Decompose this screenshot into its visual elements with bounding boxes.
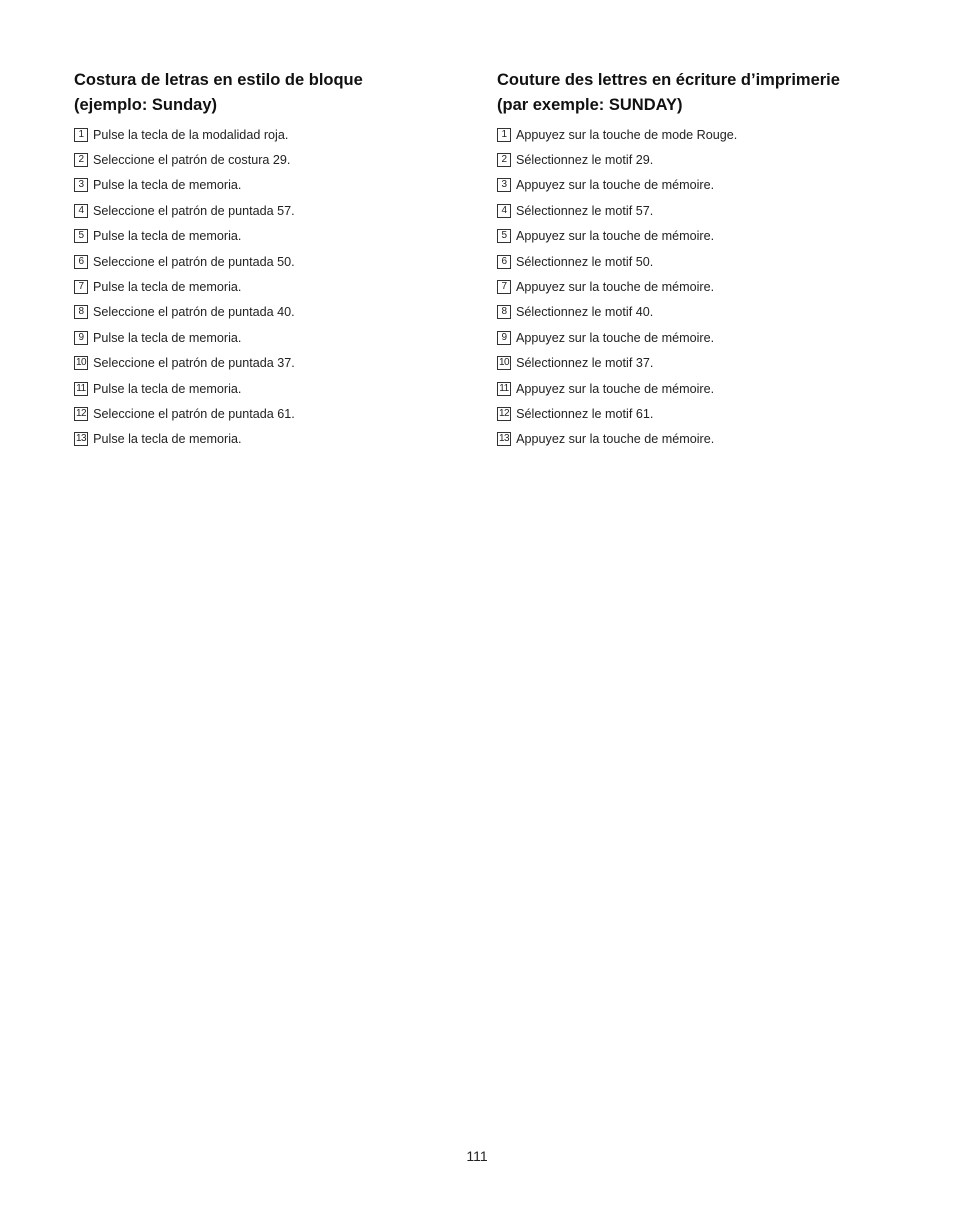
spanish-step-4 [74, 198, 474, 223]
french-step-4 [497, 198, 897, 223]
step-number-box: 7 [74, 280, 88, 294]
french-heading-line-2: (par exemple: SUNDAY) [497, 96, 683, 114]
step-text: Pulse la tecla de memoria. [93, 381, 242, 396]
spanish-step-10 [74, 351, 474, 376]
step-text: Sélectionnez le motif 50. [516, 254, 654, 269]
step-number-box: 1 [74, 128, 88, 142]
step-number-box: 7 [497, 280, 511, 294]
french-step-10 [497, 351, 897, 376]
spanish-heading [74, 68, 474, 118]
spanish-heading-line-2: (ejemplo: Sunday) [74, 96, 218, 114]
step-number-box: 6 [497, 255, 511, 269]
step-text: Pulse la tecla de memoria. [93, 432, 242, 447]
spanish-step-9 [74, 325, 474, 350]
spanish-step-2 [74, 147, 474, 172]
spanish-section [74, 68, 474, 452]
spanish-heading-line-1: Costura de letras en estilo de bloque [74, 71, 363, 89]
step-text: Pulse la tecla de memoria. [93, 330, 242, 345]
step-text: Seleccione el patrón de costura 29. [93, 153, 291, 168]
step-text: Sélectionnez le motif 40. [516, 305, 654, 320]
step-number-box: 5 [497, 229, 511, 243]
step-number-box: 11 [497, 382, 511, 396]
step-text: Seleccione el patrón de puntada 50. [93, 254, 295, 269]
step-text: Sélectionnez le motif 29. [516, 153, 654, 168]
step-number-box: 3 [497, 178, 511, 192]
step-number-box: 9 [497, 331, 511, 345]
step-number-box: 8 [74, 305, 88, 319]
page-number: 111 [466, 1148, 488, 1164]
step-number-box: 4 [74, 204, 88, 218]
french-steps-list [497, 122, 897, 452]
french-step-6 [497, 249, 897, 274]
step-text: Sélectionnez le motif 37. [516, 356, 654, 371]
step-text: Appuyez sur la touche de mémoire. [516, 381, 715, 396]
spanish-steps-list [74, 122, 474, 452]
french-step-5 [497, 224, 897, 249]
step-number-box: 2 [74, 153, 88, 167]
french-step-7 [497, 274, 897, 299]
spanish-step-7 [74, 274, 474, 299]
french-step-3 [497, 173, 897, 198]
spanish-step-6 [74, 249, 474, 274]
spanish-step-1 [74, 122, 474, 147]
step-text: Sélectionnez le motif 61. [516, 406, 654, 421]
step-number-box: 13 [499, 433, 510, 445]
step-number-box: 11 [74, 382, 88, 396]
step-text: Seleccione el patrón de puntada 37. [93, 356, 295, 371]
spanish-step-12 [74, 401, 474, 426]
step-text: Appuyez sur la touche de mémoire. [516, 178, 715, 193]
step-number-box: 9 [74, 331, 88, 345]
french-step-12 [497, 401, 897, 426]
step-number-box: 2 [497, 153, 511, 167]
french-step-11 [497, 376, 897, 401]
step-number-box: 10 [76, 357, 87, 369]
step-text: Pulse la tecla de memoria. [93, 229, 242, 244]
step-text: Pulse la tecla de memoria. [93, 280, 242, 295]
spanish-step-13 [74, 427, 474, 452]
step-number-box: 13 [76, 433, 87, 445]
step-number-box: 1 [497, 128, 511, 142]
spanish-step-5 [74, 224, 474, 249]
step-text: Sélectionnez le motif 57. [516, 203, 654, 218]
step-number-box: 12 [499, 407, 510, 419]
step-text: Appuyez sur la touche de mémoire. [516, 330, 715, 345]
step-number-box: 10 [499, 357, 510, 369]
step-text: Appuyez sur la touche de mémoire. [516, 432, 715, 447]
step-text: Pulse la tecla de memoria. [93, 178, 242, 193]
french-heading [497, 68, 897, 118]
step-text: Pulse la tecla de la modalidad roja. [93, 127, 289, 142]
spanish-step-3 [74, 173, 474, 198]
step-number-box: 12 [76, 407, 87, 419]
spanish-step-11 [74, 376, 474, 401]
step-text: Seleccione el patrón de puntada 57. [93, 203, 295, 218]
step-text: Seleccione el patrón de puntada 40. [93, 305, 295, 320]
step-text: Seleccione el patrón de puntada 61. [93, 406, 295, 421]
step-number-box: 4 [497, 204, 511, 218]
step-number-box: 3 [74, 178, 88, 192]
spanish-step-8 [74, 300, 474, 325]
step-number-box: 5 [74, 229, 88, 243]
french-section [497, 68, 897, 452]
step-text: Appuyez sur la touche de mémoire. [516, 229, 715, 244]
french-step-13 [497, 427, 897, 452]
step-text: Appuyez sur la touche de mémoire. [516, 280, 715, 295]
french-step-2 [497, 147, 897, 172]
french-heading-line-1: Couture des lettres en écriture d’imprimerie [497, 71, 840, 89]
step-number-box: 6 [74, 255, 88, 269]
french-step-1 [497, 122, 897, 147]
step-text: Appuyez sur la touche de mode Rouge. [516, 127, 738, 142]
french-step-8 [497, 300, 897, 325]
step-number-box: 8 [497, 305, 511, 319]
french-step-9 [497, 325, 897, 350]
